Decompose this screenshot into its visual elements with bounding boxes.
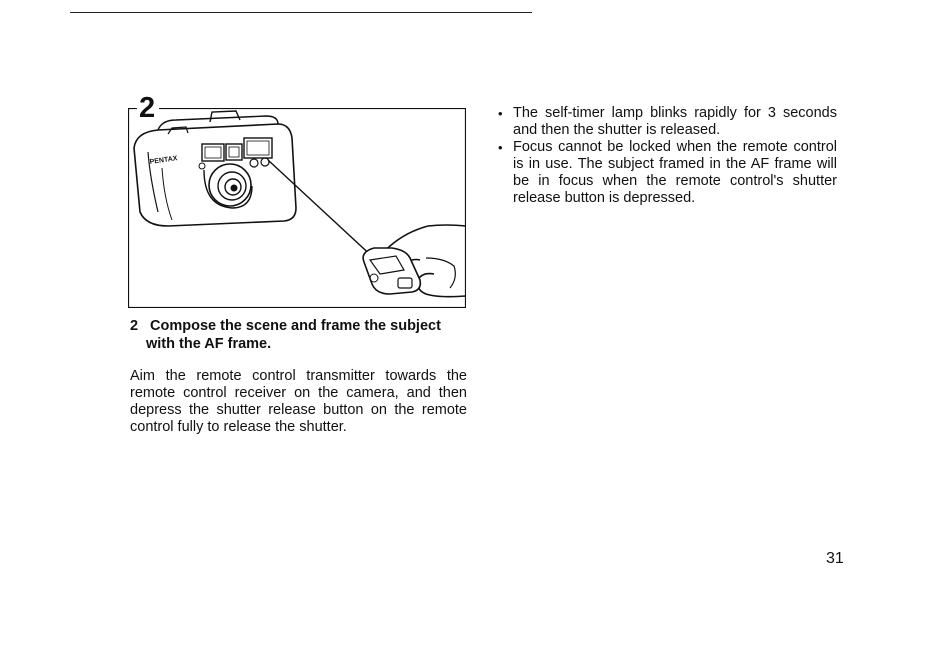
- self-timer-lamp: [250, 159, 258, 167]
- step-heading-number: 2: [130, 318, 139, 334]
- camera-remote-illustration: [128, 92, 466, 308]
- figure-step-number: 2: [137, 94, 159, 123]
- camera-grip-edge: [162, 168, 172, 220]
- camera-brand-label: PENTAX: [149, 155, 178, 166]
- remote-receiver: [261, 158, 269, 166]
- note-text: The self-timer lamp blinks rapidly for 3 seconds and then the shutter is released.: [513, 105, 837, 138]
- af-window: [226, 144, 242, 160]
- notes-list: [497, 105, 837, 207]
- bullet-icon: •: [498, 140, 503, 155]
- step-body: Aim the remote control transmitter towards the remote control receiver on the camera, and then depress the shutter release button on the remote control fully to release the shutter.: [130, 368, 467, 435]
- step-heading: [130, 317, 467, 353]
- header-rule: [70, 12, 532, 13]
- flash-housing: [210, 111, 240, 122]
- list-item: [497, 105, 837, 139]
- list-item: [497, 139, 837, 207]
- hand-thumb: [418, 274, 466, 297]
- note-text: Focus cannot be locked when the remote control is in use. The subject framed in the AF frame will be in focus when the remote control's shutter release button is depressed.: [513, 139, 837, 206]
- lens-center: [231, 185, 238, 192]
- page-number: 31: [826, 550, 844, 567]
- signal-line: [268, 160, 376, 260]
- step-section: [130, 317, 467, 436]
- bullet-icon: •: [498, 106, 503, 121]
- illustration-drawing: [128, 108, 466, 308]
- notes-section: [497, 105, 837, 207]
- step-heading-text: Compose the scene and frame the subject with the AF frame.: [146, 318, 441, 352]
